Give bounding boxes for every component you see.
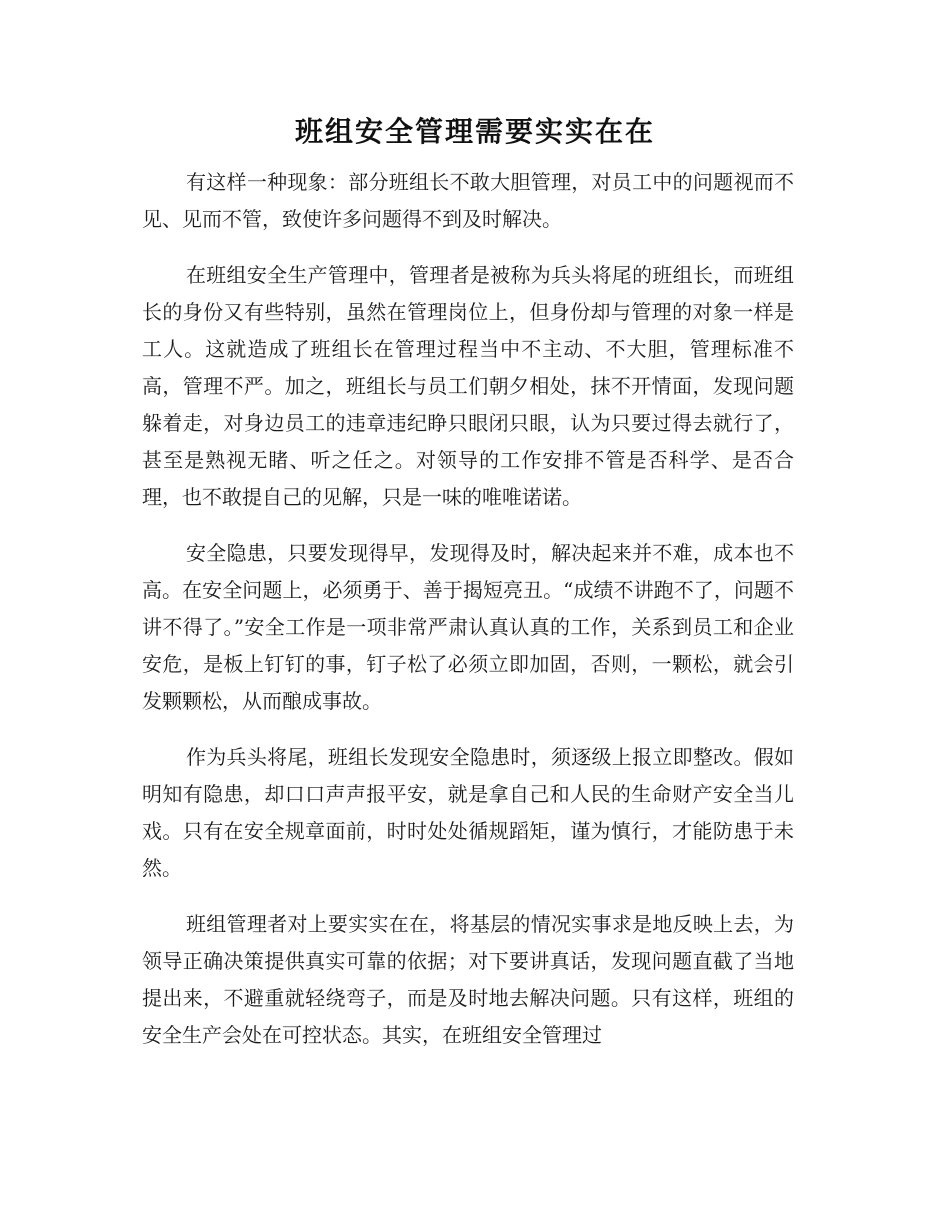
paragraph-3: 安全隐患，只要发现得早，发现得及时，解决起来并不难，成本也不高。在安全问题上，必须勇于、善于揭短亮丑。“成绩不讲跑不了，问题不讲不得了。”安全工作是一项非常严肃认真认真的工作，关系到员工和企业安危，是板上钉钉的事，钉子松了必须立即加固，否则，一颗松，就会引发颗颗松，从而酿成事故。 [142, 541, 794, 713]
document-body [142, 164, 794, 1073]
paragraph-4: 作为兵头将尾，班组长发现安全隐患时，须逐级上报立即整改。假如明知有隐患，却口口声声报平安，就是拿自己和人民的生命财产安全当儿戏。只有在安全规章面前，时时处处循规蹈矩，谨为慎行，才能防患于未然。 [142, 745, 794, 880]
paragraph-1: 有这样一种现象：部分班组长不敢大胆管理，对员工中的问题视而不见、见而不管，致使许多问题得不到及时解决。 [142, 170, 794, 231]
document-title: 班组安全管理需要实实在在 [294, 115, 655, 148]
paragraph-5: 班组管理者对上要实实在在，将基层的情况实事求是地反映上去，为领导正确决策提供真实可靠的依据；对下要讲真话，发现问题直截了当地提出来，不避重就轻绕弯子，而是及时地去解决问题。只有这样，班组的安全生产会处在可控状态。其实，在班组安全管理过 [142, 912, 794, 1047]
paragraph-2: 在班组安全生产管理中，管理者是被称为兵头将尾的班组长，而班组长的身份又有些特别，虽然在管理岗位上，但身份却与管理的对象一样是工人。这就造成了班组长在管理过程当中不主动、不大胆，管理标准不高，管理不严。加之，班组长与员工们朝夕相处，抹不开情面，发现问题躲着走，对身边员工的违章违纪睁只眼闭只眼，认为只要过得去就行了，甚至是熟视无睹、听之任之。对领导的工作安排不管是否科学、是否合理，也不敢提自己的见解，只是一味的唯唯诺诺。 [142, 263, 794, 509]
